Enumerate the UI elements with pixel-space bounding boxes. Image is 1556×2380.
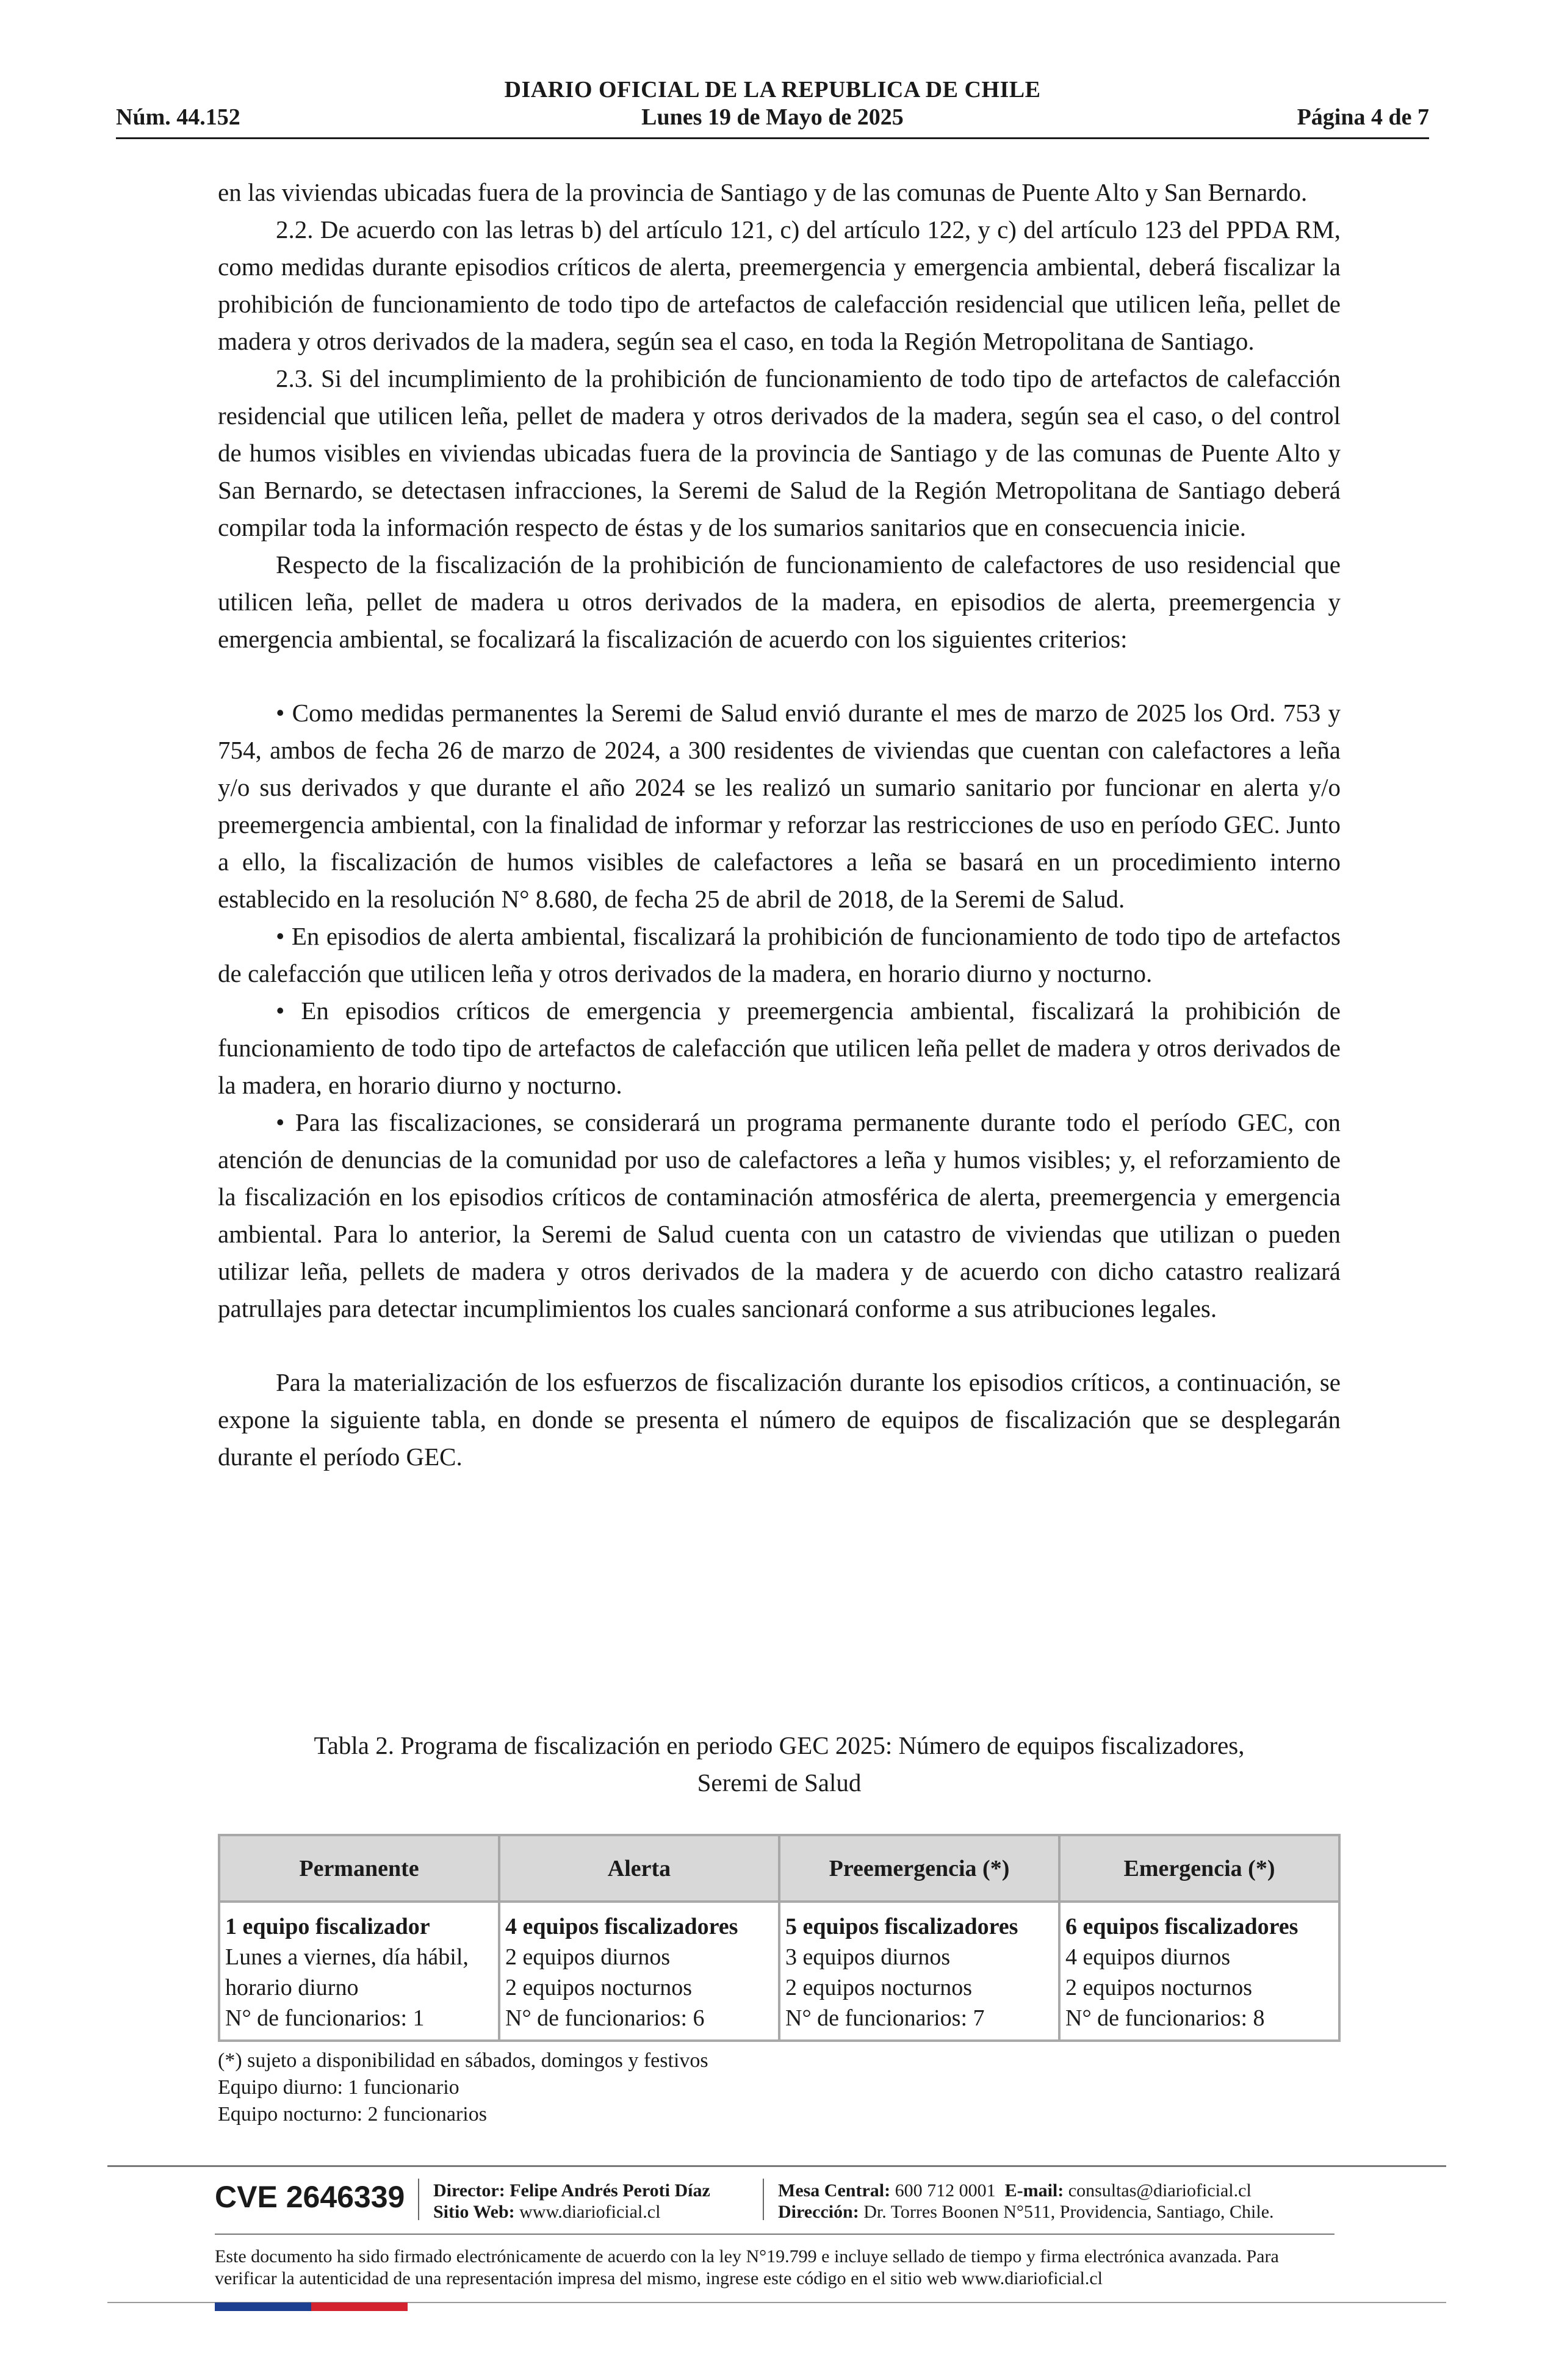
cell-line: N° de funcionarios: 8 [1065, 2005, 1265, 2031]
table-header-row [219, 1835, 1339, 1902]
paragraph-2-2: 2.2. De acuerdo con las letras b) del artículo 121, c) del artículo 122, y c) del artículo 123 del PPDA RM, como medidas durante episodios críticos de alerta, preemergencia y emergencia ambiental, deberá fiscalizar la prohibición de funcionamiento de todo tipo de artefactos de calefacción residencial que utilicen leña, pellet de madera y otros derivados de la madera, según sea el caso, en toda la Región Metropolitana de Santiago. [218, 215, 1341, 355]
paragraph-continuation: en las viviendas ubicadas fuera de la provincia de Santiago y de las comunas de Puente Alto y San Bernardo. [218, 178, 1308, 206]
cell-line: N° de funcionarios: 6 [505, 2005, 705, 2031]
table-caption [218, 1727, 1341, 1801]
paragraph-criteria-intro: Respecto de la fiscalización de la prohibición de funcionamiento de calefactores de uso residencial que utilicen leña, pellet de madera u otros derivados de la madera, en episodios de alerta, preemergencia y emergencia ambiental, se focalizará la fiscalización de acuerdo con los siguientes criterios: [218, 550, 1341, 653]
phone-email-line [778, 2180, 1274, 2201]
cell-line: 1 equipo fiscalizador [225, 1914, 430, 1939]
paragraph-2-3: 2.3. Si del incumplimiento de la prohibición de funcionamiento de todo tipo de artefactos de calefacción residencial que utilicen leña, pellet de madera y otros derivados de la madera, según sea el caso, o del control de humos visibles en viviendas ubicadas fuera de la provincia de Santiago y de las comunas de Puente Alto y San Bernardo, se detectasen infracciones, la Seremi de Salud de la Región Metropolitana de Santiago deberá compilar toda la información respecto de éstas y de los sumarios sanitarios que en consecuencia inicie. [218, 364, 1341, 541]
website-link[interactable]: www.diarioficial.cl [519, 2202, 661, 2222]
cell-preemergencia [779, 1902, 1059, 2041]
table-caption-line: Tabla 2. Programa de fiscalización en periodo GEC 2025: Número de equipos fiscalizadores, [314, 1731, 1245, 1759]
footer-separator [763, 2179, 764, 2220]
cell-line: 2 equipos nocturnos [785, 1975, 973, 2000]
bullet-emergency-episodes: • En episodios críticos de emergencia y preemergencia ambiental, fiscalizará la prohibición de funcionamiento de todo tipo de artefactos de calefacción que utilicen leña pellet de madera y otros derivados de la madera, en horario diurno y nocturno. [218, 997, 1341, 1099]
cell-emergencia [1059, 1902, 1339, 2041]
footer-divider [215, 2234, 1334, 2235]
bullet-permanent-measures: • Como medidas permanentes la Seremi de Salud envió durante el mes de marzo de 2025 los Ord. 753 y 754, ambos de fecha 26 de marzo de 2024, a 300 residentes de viviendas que cuentan con calefactores a leña y/o sus derivados y que durante el año 2024 se les realizó un sumario sanitario por funcionar en alerta y/o preemergencia ambiental, con la finalidad de informar y reforzar las restricciones de uso en período GEC. Junto a ello, la fiscalización de humos visibles de calefactores a leña se basará en un procedimiento interno establecido en la resolución N° 8.680, de fecha 25 de abril de 2018, de la Seremi de Salud. [218, 699, 1341, 913]
director-line [433, 2180, 710, 2201]
page-number: Página 4 de 7 [1297, 104, 1429, 130]
director-name: Felipe Andrés Peroti Díaz [510, 2180, 710, 2201]
header-divider [116, 137, 1429, 139]
newspaper-title: DIARIO OFICIAL DE LA REPUBLICA DE CHILE [504, 77, 1041, 103]
cell-line: 3 equipos diurnos [785, 1944, 951, 1970]
bullet-inspections: • Para las fiscalizaciones, se considerará un programa permanente durante todo el período GEC, con atención de denuncias de la comunidad por uso de calefactores a leña y humos visibles; y, el reforzamiento de la fiscalización en los episodios críticos de contaminación atmosférica de alerta, preemergencia y emergencia ambiental. Para lo anterior, la Seremi de Salud cuenta con un catastro de viviendas que utilizan o pueden utilizar leña, pellets de madera y otros derivados de la madera y de acuerdo con dicho catastro realizará patrullajes para detectar incumplimientos los cuales sancionará conforme a sus atribuciones legales. [218, 1108, 1341, 1322]
director-info [433, 2180, 710, 2223]
footer-divider [107, 2165, 1446, 2167]
column-header-permanente: Permanente [219, 1835, 499, 1902]
address-value: Dr. Torres Boonen N°511, Providencia, Santiago, Chile. [863, 2202, 1274, 2222]
website-label: Sitio Web: [433, 2202, 515, 2222]
director-label: Director: [433, 2180, 505, 2201]
phone-label: Mesa Central: [778, 2180, 891, 2201]
cell-line: 2 equipos nocturnos [505, 1975, 693, 2000]
note-line: Equipo nocturno: 2 funcionarios [218, 2103, 487, 2126]
cell-line: 2 equipos nocturnos [1065, 1975, 1253, 2000]
cell-permanente [219, 1902, 499, 2041]
note-line: (*) sujeto a disponibilidad en sábados, domingos y festivos [218, 2049, 708, 2072]
bullet-alert-episodes: • En episodios de alerta ambiental, fiscalizará la prohibición de funcionamiento de todo tipo de artefactos de calefacción que utilicen leña y otros derivados de la madera, en horario diurno y nocturno. [218, 922, 1341, 987]
cell-line: 6 equipos fiscalizadores [1065, 1914, 1298, 1939]
contact-info [778, 2180, 1274, 2223]
column-header-emergencia: Emergencia (*) [1059, 1835, 1339, 1902]
address-line [778, 2201, 1274, 2223]
flag-stripe-red [311, 2302, 408, 2311]
inspection-program-table [218, 1834, 1341, 2042]
spacer [218, 658, 1341, 694]
document-body [218, 174, 1341, 1476]
spacer [218, 1327, 1341, 1364]
cell-line: horario diurno [225, 1975, 359, 2000]
cell-line: 5 equipos fiscalizadores [785, 1914, 1018, 1939]
cell-line: 4 equipos fiscalizadores [505, 1914, 738, 1939]
table-notes [218, 2047, 708, 2128]
legal-notice: Este documento ha sido firmado electrónicamente de acuerdo con la ley N°19.799 e incluye sellado de tiempo y firma electrónica avanzada. Para verificar la autenticidad de una representación impresa del mismo, ingrese este código en el sitio web www.diarioficial.cl [215, 2246, 1279, 2288]
email-link[interactable]: consultas@diarioficial.cl [1068, 2180, 1252, 2201]
page-header [116, 76, 1429, 143]
address-label: Dirección: [778, 2202, 859, 2222]
issue-number: Núm. 44.152 [116, 104, 240, 130]
cell-line: 2 equipos diurnos [505, 1944, 671, 1970]
cell-line: N° de funcionarios: 7 [785, 2005, 985, 2031]
column-header-preemergencia: Preemergencia (*) [779, 1835, 1059, 1902]
cell-line: N° de funcionarios: 1 [225, 2005, 425, 2031]
footer-separator [418, 2179, 419, 2220]
cell-line: Lunes a viernes, día hábil, [225, 1944, 469, 1970]
note-line: Equipo diurno: 1 funcionario [218, 2076, 459, 2099]
email-label: E-mail: [1004, 2180, 1064, 2201]
flag-stripe-blue [215, 2302, 311, 2311]
paragraph-table-intro: Para la materialización de los esfuerzos de fiscalización durante los episodios críticos, a continuación, se expone la siguiente tabla, en donde se presenta el número de equipos de fiscalización que se desplegarán durante el período GEC. [218, 1368, 1341, 1471]
phone-number: 600 712 0001 [895, 2180, 996, 2201]
issue-date: Lunes 19 de Mayo de 2025 [641, 104, 904, 130]
website-line [433, 2201, 710, 2223]
table-row [219, 1902, 1339, 2041]
column-header-alerta: Alerta [499, 1835, 779, 1902]
cell-alerta [499, 1902, 779, 2041]
table-caption-line: Seremi de Salud [697, 1769, 862, 1797]
cve-code: CVE 2646339 [215, 2180, 405, 2214]
cell-line: 4 equipos diurnos [1065, 1944, 1231, 1970]
